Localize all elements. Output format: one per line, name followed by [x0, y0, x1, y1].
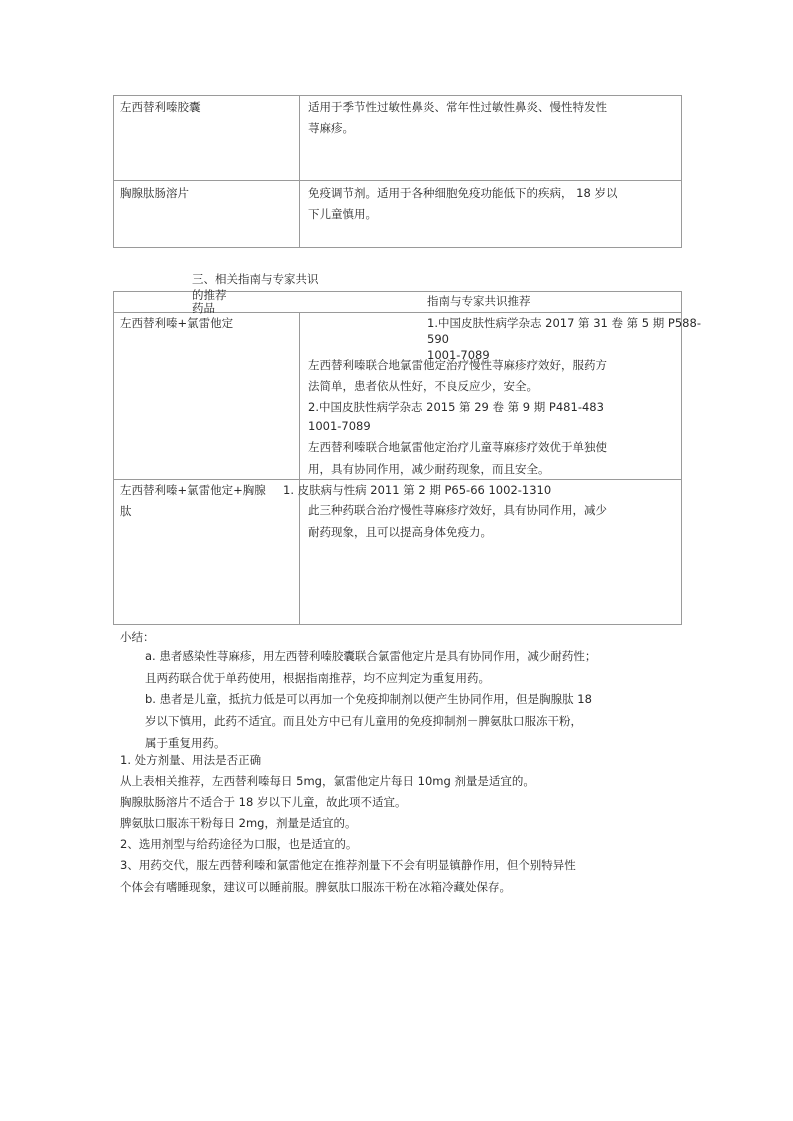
- table-border: [113, 247, 682, 248]
- table-border: [681, 95, 682, 248]
- reference-citation: 1.中国皮肤性病学杂志 2017 第 31 卷 第 5 期 P588-: [427, 316, 701, 330]
- header-cell-drug: 药品: [192, 301, 215, 315]
- table-cell-desc: 下儿童慎用。: [308, 207, 377, 221]
- reference-citation: 1. 皮肤病与性病 2011 第 2 期 P65-66 1002-1310: [283, 483, 552, 497]
- recommendation-text: 左西替利嗪联合地氯雷他定治疗慢性荨麻疹疗效好，服药方: [308, 358, 607, 372]
- table-cell-drug: 左西替利嗪+氯雷他定: [120, 316, 234, 330]
- table-cell-drug: 肽: [120, 504, 132, 518]
- table-cell-desc: 免疫调节剂。适用于各种细胞免疫功能低下的疾病， 18 岁以: [308, 186, 618, 200]
- table-border: [681, 291, 682, 625]
- conclusion-line: 脾氨肽口服冻干粉每日 2mg，剂量是适宜的。: [120, 816, 357, 830]
- table-border: [299, 312, 300, 625]
- table-cell-desc: 适用于季节性过敏性鼻炎、常年性过敏性鼻炎、慢性特发性: [308, 100, 607, 114]
- summary-point-a: 且两药联合优于单药使用，根据指南推荐，均不应判定为重复用药。: [145, 671, 490, 685]
- recommendation-text: 耐药现象，且可以提高身体免疫力。: [308, 525, 492, 539]
- recommendation-text: 法简单，患者依从性好，不良反应少，安全。: [308, 379, 538, 393]
- summary-heading: 小结：: [120, 630, 155, 644]
- reference-citation: 2.中国皮肤性病学杂志 2015 第 29 卷 第 9 期 P481-483: [308, 400, 604, 414]
- recommendation-text: 左西替利嗪联合地氯雷他定治疗儿童荨麻疹疗效优于单独使: [308, 440, 607, 454]
- reference-citation: 1001-7089: [308, 419, 371, 433]
- table-cell-drug: 左西替利嗪+氯雷他定+胸腺: [120, 483, 266, 497]
- conclusion-line: 1. 处方剂量、用法是否正确: [120, 753, 262, 767]
- reference-citation: 1001-7089: [427, 348, 490, 362]
- reference-citation: 590: [427, 332, 449, 346]
- section-title: 三、相关指南与专家共识: [192, 272, 319, 286]
- table-border: [113, 291, 114, 625]
- header-cell-recommendation: 指南与专家共识推荐: [427, 294, 531, 308]
- table-border: [113, 180, 682, 181]
- table-border: [113, 624, 682, 625]
- conclusion-line: 3、用药交代，服左西替利嗪和氯雷他定在推荐剂量下不会有明显镇静作用，但个别特异性: [120, 858, 576, 872]
- conclusion-line: 胸腺肽肠溶片不适合于 18 岁以下儿童，故此项不适宜。: [120, 795, 407, 809]
- summary-point-b: b. 患者是儿童，抵抗力低是可以再加一个免疫抑制剂以便产生协同作用，但是胸腺肽 18: [145, 692, 592, 706]
- table-border: [299, 95, 300, 248]
- table-cell-drug: 左西替利嗪胶囊: [120, 100, 201, 114]
- conclusion-line: 2、选用剂型与给药途径为口服，也是适宜的。: [120, 837, 358, 851]
- header-cell-drug: 的推荐: [192, 288, 227, 302]
- table-border: [113, 95, 682, 96]
- table-cell-drug: 胸腺肽肠溶片: [120, 186, 189, 200]
- recommendation-text: 此三种药联合治疗慢性荨麻疹疗效好，具有协同作用，减少: [308, 503, 607, 517]
- summary-point-b: 岁以下慎用，此药不适宜。而且处方中已有儿童用的免疫抑制剂－脾氨肽口服冻干粉，: [145, 714, 582, 728]
- table-border: [113, 95, 114, 248]
- summary-point-b: 属于重复用药。: [145, 736, 226, 750]
- table-cell-desc: 荨麻疹。: [308, 121, 354, 135]
- conclusion-line: 个体会有嗜睡现象，建议可以睡前服。脾氨肽口服冻干粉在冰箱冷藏处保存。: [120, 880, 511, 894]
- conclusion-line: 从上表相关推荐，左西替利嗪每日 5mg，氯雷他定片每日 10mg 剂量是适宜的。: [120, 774, 535, 788]
- recommendation-text: 用，具有协同作用，减少耐药现象，而且安全。: [308, 462, 550, 476]
- summary-point-a: a. 患者感染性荨麻疹，用左西替利嗪胶囊联合氯雷他定片是具有协同作用，减少耐药性；: [145, 649, 597, 663]
